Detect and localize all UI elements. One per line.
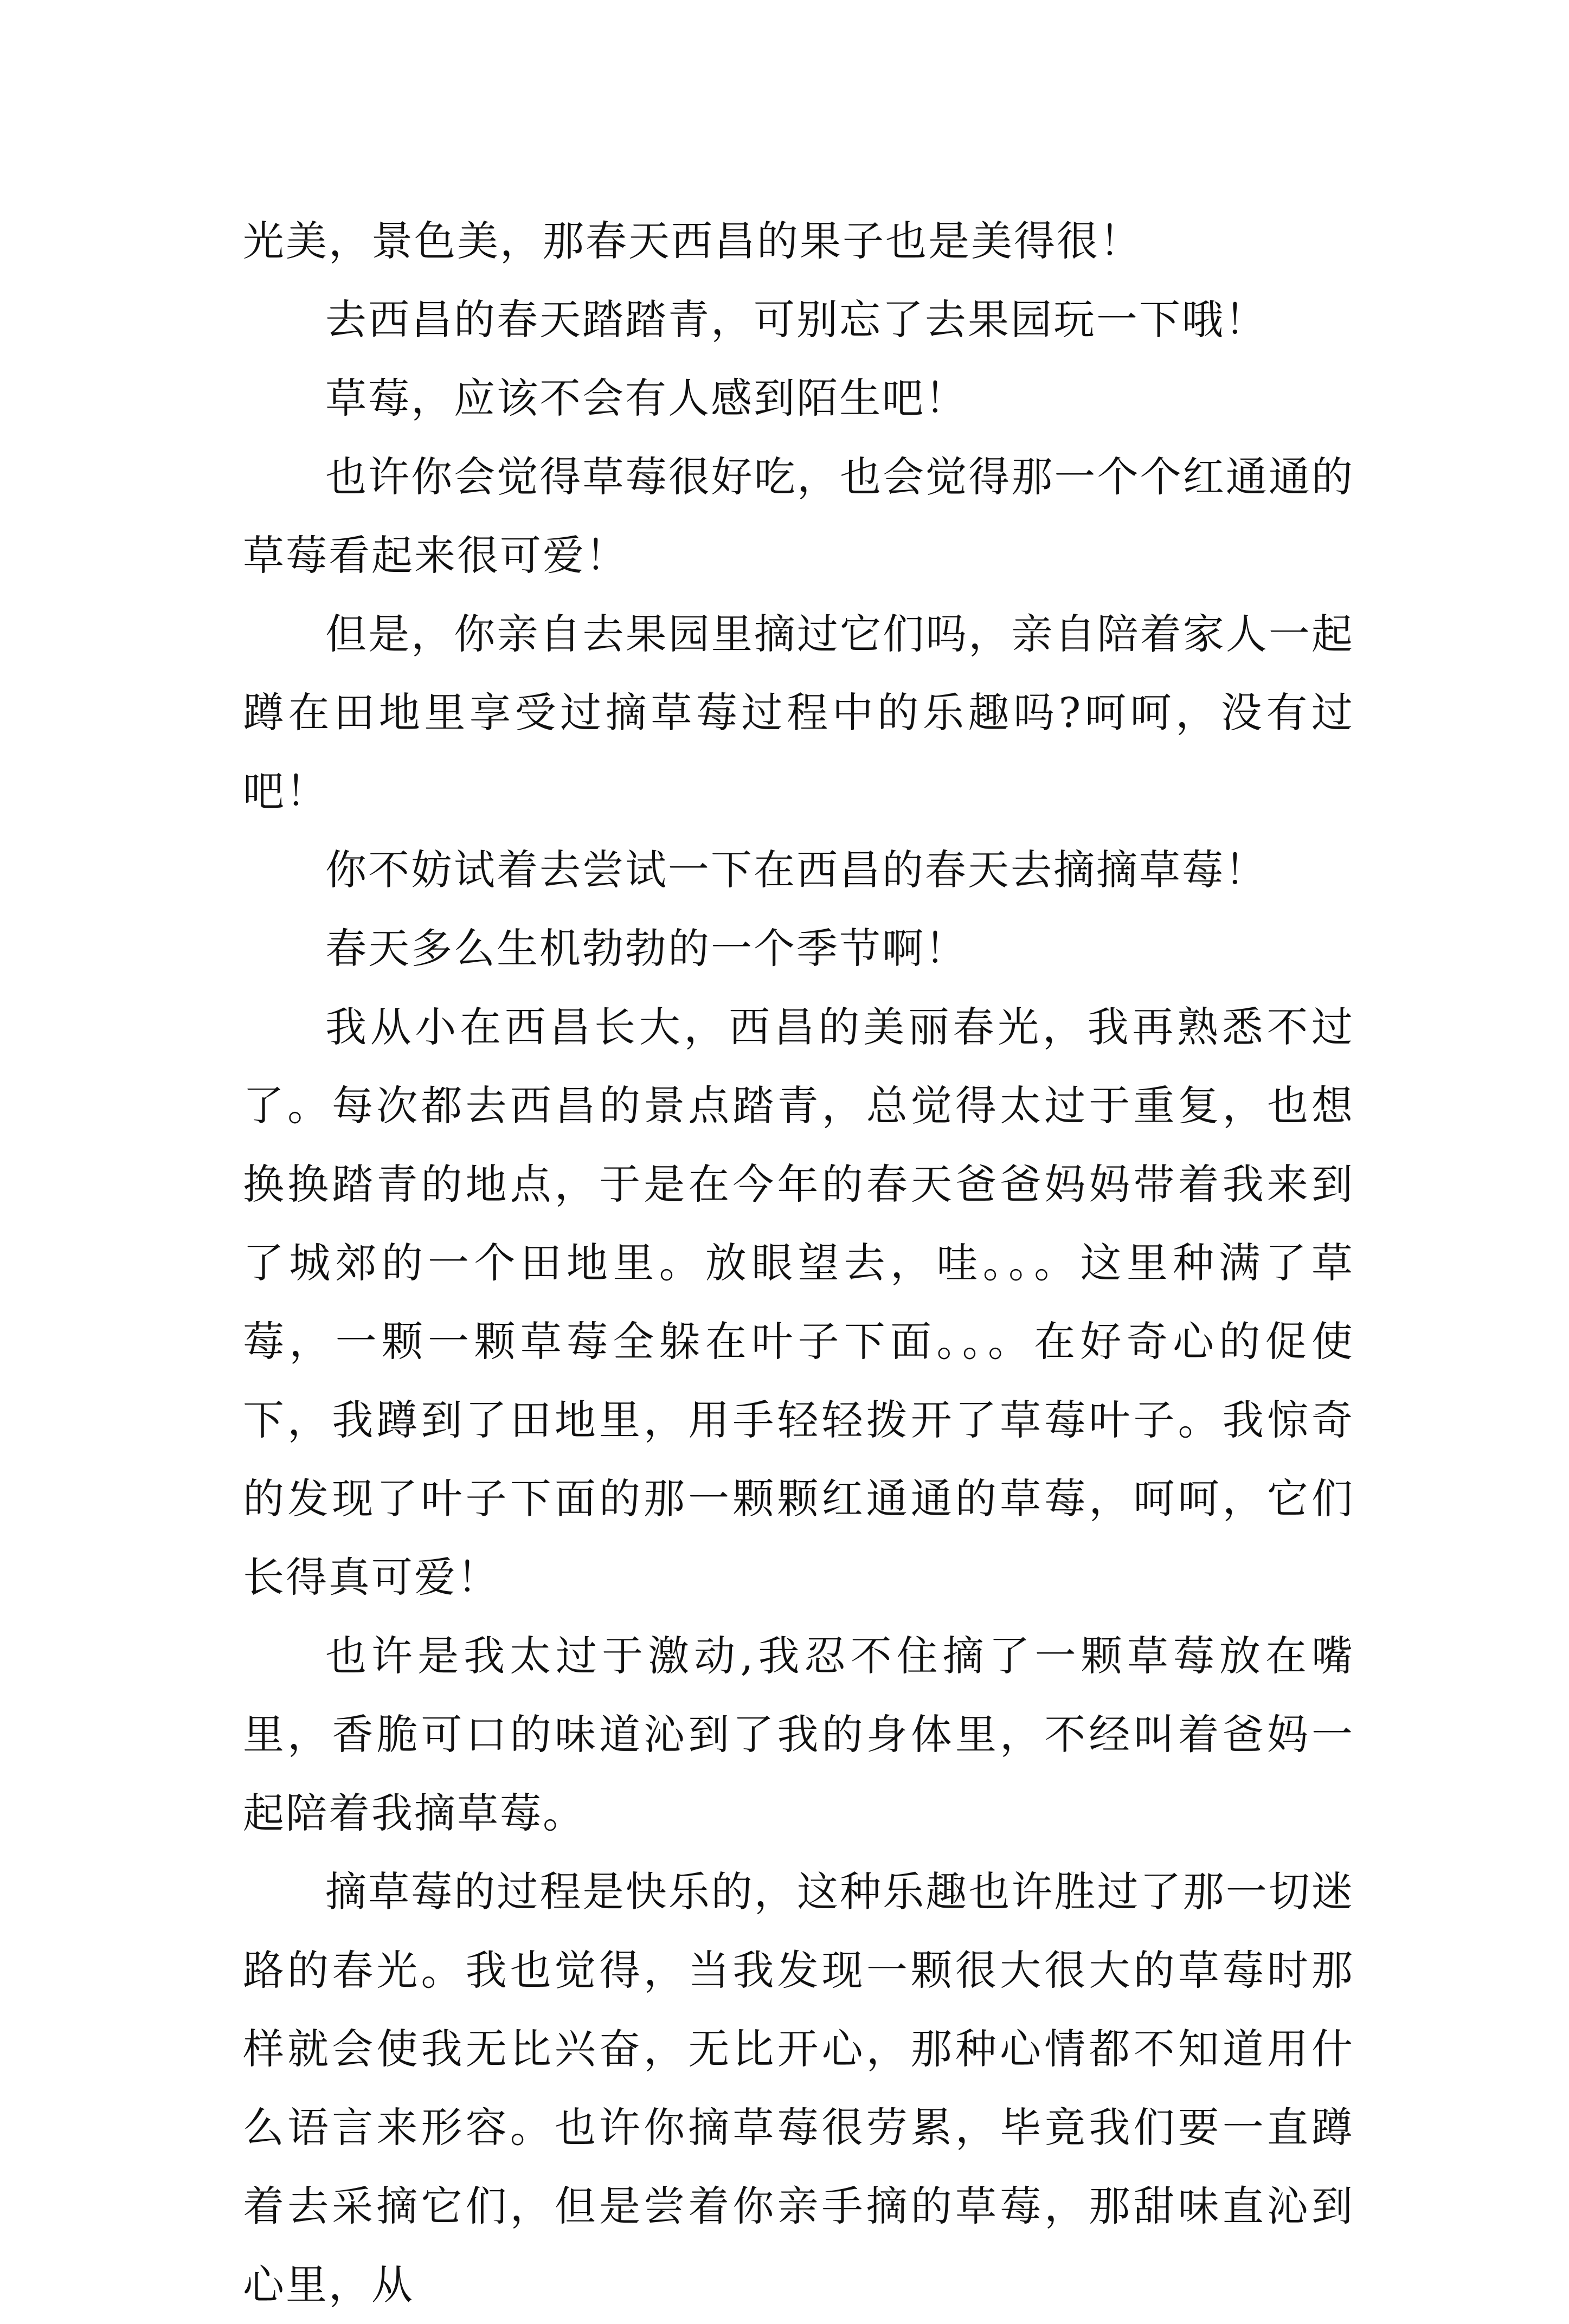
paragraph-10: 摘草莓的过程是快乐的，这种乐趣也许胜过了那一切迷路的春光。我也觉得，当我发现一颗很大很大的草莓时那样就会使我无比兴奋，无比开心，那种心情都不知道用什么语言来形容。也许你摘草莓很劳累，毕竟我们要一直蹲着去采摘它们，但是尝着你亲手摘的草莓，那甜味直沁到心里，从 bbox=[243, 1868, 1354, 2309]
paragraph-7: 春天多么生机勃勃的一个季节啊！ bbox=[325, 924, 968, 973]
paragraph-3: 草莓，应该不会有人感到陌生吧！ bbox=[325, 374, 968, 422]
paragraph-1: 光美，景色美，那春天西昌的果子也是美得很！ bbox=[243, 217, 1142, 265]
paragraph-5: 但是，你亲自去果园里摘过它们吗，亲自陪着家人一起蹲在田地里享受过摘草莓过程中的乐趣吗?呵呵，没有过吧！ bbox=[243, 610, 1354, 815]
paragraph-8: 我从小在西昌长大，西昌的美丽春光，我再熟悉不过了。每次都去西昌的景点踏青，总觉得太过于重复，也想换换踏青的地点，于是在今年的春天爸爸妈妈带着我来到了城郊的一个田地里。放眼望去，哇。。。这里种满了草莓，一颗一颗草莓全躲在叶子下面。。。在好奇心的促使下，我蹲到了田地里，用手轻轻拨开了草莓叶子。我惊奇的发现了叶子下面的那一颗颗红通通的草莓，呵呵，它们长得真可爱！ bbox=[243, 1003, 1354, 1601]
paragraph-4: 也许你会觉得草莓很好吃，也会觉得那一个个红通通的草莓看起来很可爱！ bbox=[243, 453, 1354, 580]
paragraph-9: 也许是我太过于激动,我忍不住摘了一颗草莓放在嘴里，香脆可口的味道沁到了我的身体里，不经叫着爸妈一起陪着我摘草莓。 bbox=[243, 1632, 1354, 1837]
paragraph-2: 去西昌的春天踏踏青，可别忘了去果园玩一下哦！ bbox=[325, 295, 1268, 344]
document-body bbox=[243, 202, 1354, 2324]
paragraph-6: 你不妨试着去尝试一下在西昌的春天去摘摘草莓！ bbox=[325, 846, 1268, 894]
